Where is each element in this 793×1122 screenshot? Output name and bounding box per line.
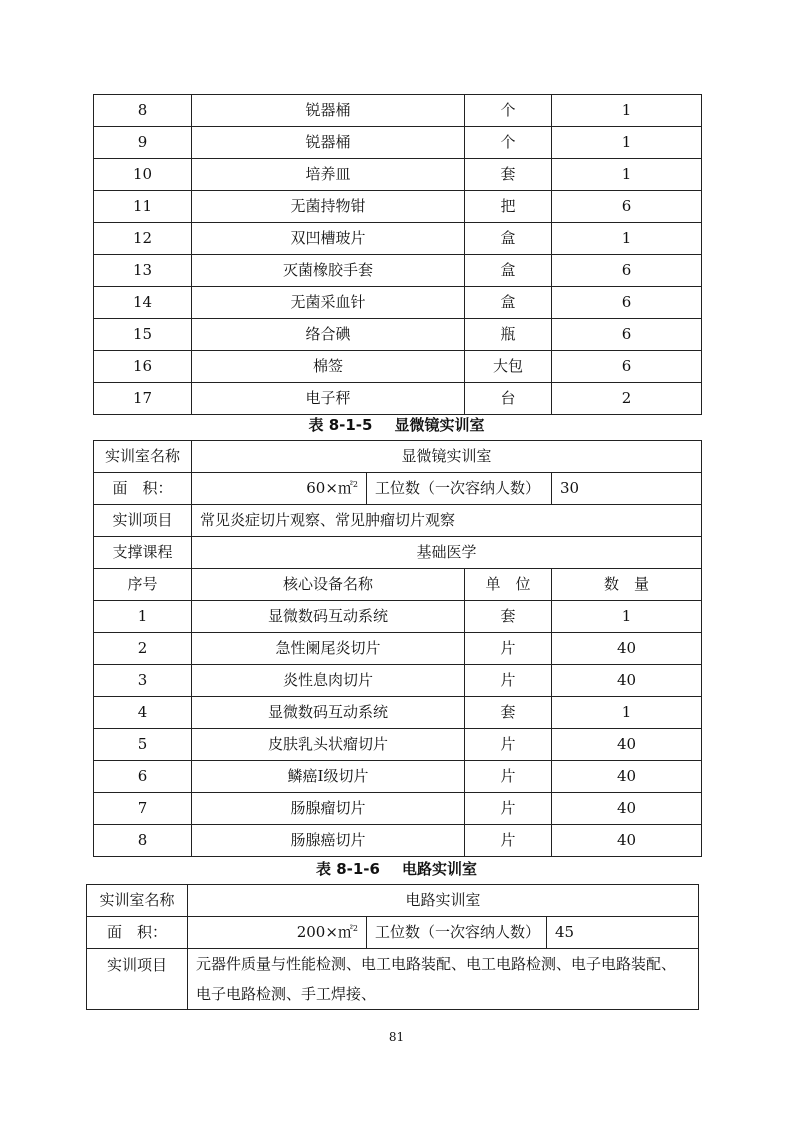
microscope-lab-table-body [94,441,702,857]
table-row [94,441,702,473]
cell-equipment-name: 无菌持物钳 [192,191,465,223]
table-row [94,505,702,537]
table-row [94,191,702,223]
cell-index: 14 [94,287,192,319]
cell-quantity: 1 [552,127,702,159]
cell-equipment-name: 显微数码互动系统 [192,601,465,633]
table-row [87,917,699,949]
table-row [94,473,702,505]
capacity-label: 工位数（一次容纳人数） [367,917,547,949]
cell-equipment-name: 锐器桶 [192,127,465,159]
caption-title: 显微镜实训室 [394,416,485,434]
cell-unit: 个 [465,95,552,127]
cell-index: 5 [94,729,192,761]
area-label: 面 积： [94,473,192,505]
lab-name-label: 实训室名称 [94,441,192,473]
cell-equipment-name: 肠腺癌切片 [192,825,465,857]
cell-index: 1 [94,601,192,633]
project-value: 元器件质量与性能检测、电工电路装配、电工电路检测、电子电路装配、电子电路检测、手工焊接、 [188,949,699,1010]
area-value: 200×㎡$^2$ [188,917,367,949]
cell-quantity: 1 [552,159,702,191]
table-row [87,885,699,917]
cell-unit: 片 [465,793,552,825]
cell-unit: 套 [465,697,552,729]
cell-equipment-name: 双凹槽玻片 [192,223,465,255]
cell-unit: 片 [465,729,552,761]
capacity-value: 45 [547,917,699,949]
area-value: 60×㎡$^2$ [192,473,367,505]
cell-index: 9 [94,127,192,159]
cell-equipment-name: 无菌采血针 [192,287,465,319]
cell-quantity: 1 [552,601,702,633]
header-index: 序号 [94,569,192,601]
page-number: 81 [388,1030,405,1044]
equipment-table-body [94,95,702,415]
cell-quantity: 1 [552,223,702,255]
cell-unit: 盒 [465,223,552,255]
microscope-lab-table [93,440,702,857]
caption-title: 电路实训室 [401,860,477,878]
cell-unit: 个 [465,127,552,159]
cell-quantity: 40 [552,825,702,857]
table-row [94,793,702,825]
cell-index: 8 [94,825,192,857]
cell-equipment-name: 锐器桶 [192,95,465,127]
table-row [94,697,702,729]
cell-equipment-name: 急性阑尾炎切片 [192,633,465,665]
table-row [94,127,702,159]
cell-index: 16 [94,351,192,383]
cell-unit: 片 [465,665,552,697]
cell-quantity: 40 [552,793,702,825]
cell-index: 10 [94,159,192,191]
project-label: 实训项目 [87,949,188,1010]
table-row [94,255,702,287]
cell-unit: 套 [465,601,552,633]
table-row [87,949,699,1010]
cell-index: 8 [94,95,192,127]
course-label: 支撑课程 [94,537,192,569]
cell-unit: 盒 [465,255,552,287]
table-row [94,601,702,633]
cell-quantity: 6 [552,191,702,223]
caption-number: 表 8-1-6 [315,860,380,878]
table-row [94,761,702,793]
cell-quantity: 6 [552,287,702,319]
table-row [94,537,702,569]
course-value: 基础医学 [192,537,702,569]
cell-equipment-name: 显微数码互动系统 [192,697,465,729]
table-row [94,729,702,761]
table-row [94,665,702,697]
equipment-table-continued [93,94,702,415]
cell-quantity: 6 [552,255,702,287]
cell-index: 11 [94,191,192,223]
table-row [94,633,702,665]
lab-name-value: 电路实训室 [188,885,699,917]
cell-unit: 盒 [465,287,552,319]
table-row [94,287,702,319]
cell-equipment-name: 灭菌橡胶手套 [192,255,465,287]
cell-index: 3 [94,665,192,697]
cell-equipment-name: 培养皿 [192,159,465,191]
cell-index: 4 [94,697,192,729]
table-row [94,95,702,127]
cell-quantity: 1 [552,95,702,127]
cell-index: 15 [94,319,192,351]
cell-unit: 片 [465,633,552,665]
capacity-label: 工位数（一次容纳人数） [367,473,552,505]
table-row [94,223,702,255]
capacity-value: 30 [552,473,702,505]
cell-equipment-name: 炎性息肉切片 [192,665,465,697]
lab-name-value: 显微镜实训室 [192,441,702,473]
cell-unit: 台 [465,383,552,415]
table-caption-microscope [0,414,793,435]
cell-unit: 把 [465,191,552,223]
cell-equipment-name: 棉签 [192,351,465,383]
cell-index: 2 [94,633,192,665]
caption-number: 表 8-1-5 [308,416,373,434]
cell-index: 6 [94,761,192,793]
cell-equipment-name: 肠腺瘤切片 [192,793,465,825]
cell-index: 13 [94,255,192,287]
table-row [94,825,702,857]
lab-name-label: 实训室名称 [87,885,188,917]
cell-quantity: 40 [552,729,702,761]
cell-quantity: 6 [552,351,702,383]
table-row [94,383,702,415]
table-row [94,319,702,351]
cell-quantity: 40 [552,665,702,697]
cell-unit: 片 [465,761,552,793]
cell-quantity: 1 [552,697,702,729]
area-label: 面 积： [87,917,188,949]
cell-unit: 瓶 [465,319,552,351]
header-quantity: 数 量 [552,569,702,601]
header-unit: 单 位 [465,569,552,601]
cell-equipment-name: 电子秤 [192,383,465,415]
cell-quantity: 40 [552,633,702,665]
table-caption-circuit [0,858,793,879]
cell-quantity: 40 [552,761,702,793]
cell-quantity: 2 [552,383,702,415]
cell-equipment-name: 鳞癌Ⅰ级切片 [192,761,465,793]
table-row [94,159,702,191]
cell-quantity: 6 [552,319,702,351]
table-header-row [94,569,702,601]
project-value: 常见炎症切片观察、常见肿瘤切片观察 [192,505,702,537]
header-equipment-name: 核心设备名称 [192,569,465,601]
project-label: 实训项目 [94,505,192,537]
cell-unit: 片 [465,825,552,857]
cell-equipment-name: 络合碘 [192,319,465,351]
cell-equipment-name: 皮肤乳头状瘤切片 [192,729,465,761]
cell-index: 17 [94,383,192,415]
circuit-lab-table [86,884,699,1010]
table-row [94,351,702,383]
cell-index: 12 [94,223,192,255]
cell-unit: 套 [465,159,552,191]
cell-index: 7 [94,793,192,825]
cell-unit: 大包 [465,351,552,383]
